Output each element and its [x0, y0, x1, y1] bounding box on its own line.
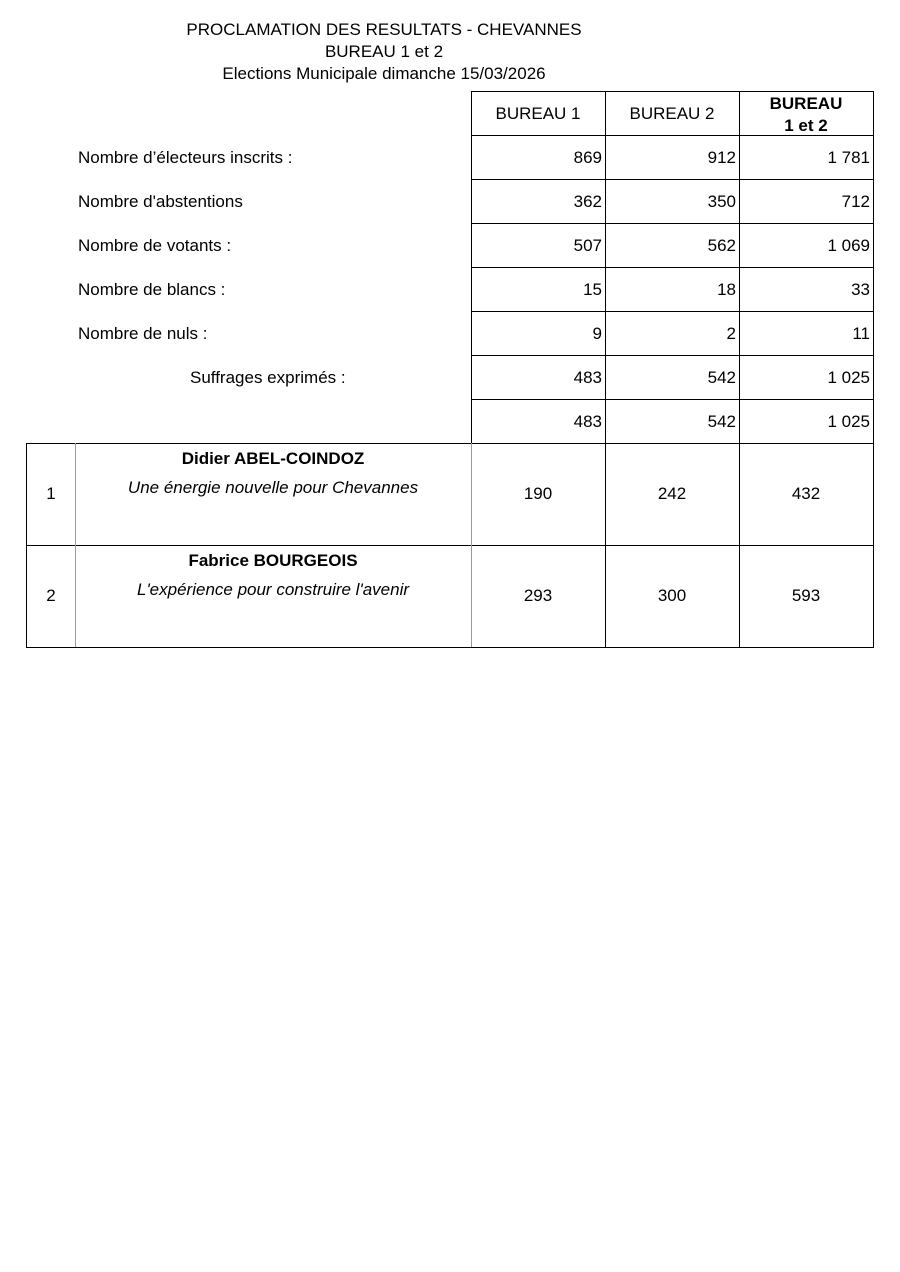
candidate-votes-total: 593 [791, 586, 821, 605]
stat-value-total: 11 [852, 324, 870, 343]
document-title: PROCLAMATION DES RESULTATS - CHEVANNES [186, 20, 582, 39]
stat-value-total: 1 025 [827, 368, 870, 387]
stat-value-b1: 9 [592, 324, 602, 343]
stat-value-total: 33 [851, 280, 870, 299]
stat-value-b1: 869 [573, 148, 602, 167]
stat-value-b1: 483 [573, 412, 602, 431]
stat-label-nuls: Nombre de nuls : [78, 324, 208, 343]
stat-value-total: 1 069 [827, 236, 870, 255]
stat-label-suffrages: Suffrages exprimés : [190, 368, 346, 387]
stat-label-abstentions: Nombre d'abstentions [78, 192, 243, 211]
stat-value-b2: 912 [707, 148, 736, 167]
stat-value-b1: 15 [583, 280, 602, 299]
column-header-bureau-1: BUREAU 1 [495, 104, 581, 123]
column-header-total-line1: BUREAU [769, 94, 843, 113]
stat-label-votants: Nombre de votants : [78, 236, 232, 255]
stat-value-b2: 562 [707, 236, 736, 255]
stat-value-b1: 483 [573, 368, 602, 387]
candidate-votes-b2: 300 [657, 586, 687, 605]
stat-value-total: 1 781 [827, 148, 870, 167]
stat-value-b2: 2 [726, 324, 736, 343]
candidate-name: Fabrice BOURGEOIS [188, 551, 358, 570]
stat-value-total: 712 [841, 192, 870, 211]
document-subtitle: BUREAU 1 et 2 [324, 42, 444, 61]
stat-value-b2: 350 [707, 192, 736, 211]
stat-value-b2: 18 [717, 280, 736, 299]
candidate-votes-b2: 242 [657, 484, 687, 503]
candidate-index: 2 [46, 586, 56, 605]
candidate-index: 1 [46, 484, 56, 503]
column-header-total-line2: 1 et 2 [784, 116, 828, 135]
stat-label-blancs: Nombre de blancs : [78, 280, 226, 299]
stat-value-b1: 362 [573, 192, 602, 211]
candidate-slogan: L'expérience pour construire l'avenir [136, 580, 410, 599]
column-header-bureau-2: BUREAU 2 [629, 104, 715, 123]
stat-value-b2: 542 [707, 412, 736, 431]
candidate-slogan: Une énergie nouvelle pour Chevannes [127, 478, 419, 497]
stat-label-inscrits: Nombre d’électeurs inscrits : [78, 148, 293, 167]
stat-value-b2: 542 [707, 368, 736, 387]
stat-value-b1: 507 [573, 236, 602, 255]
candidate-votes-b1: 190 [523, 484, 553, 503]
candidate-votes-b1: 293 [523, 586, 553, 605]
candidate-votes-total: 432 [791, 484, 821, 503]
election-date: Elections Municipale dimanche 15/03/2026 [222, 64, 546, 83]
stat-value-total: 1 025 [827, 412, 870, 431]
candidate-name: Didier ABEL-COINDOZ [181, 449, 365, 468]
